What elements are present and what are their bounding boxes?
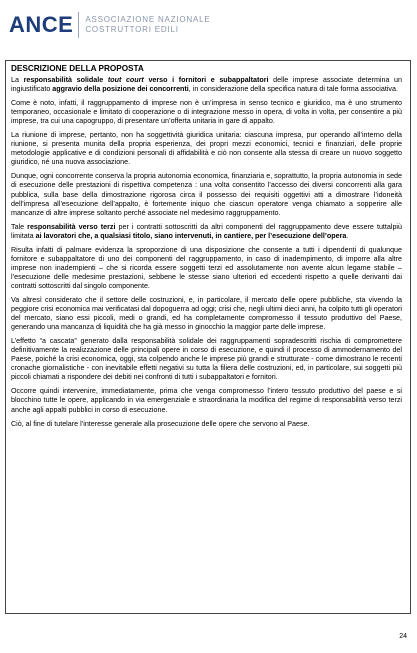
logo-subtitle xyxy=(85,15,210,35)
body-text: L’effetto “a cascata” generato dalla responsabilità solidale dei raggruppamenti sopradescritti rischia di compromettere definitivamente la realizzazione delle principali opere in corso di esecuzione, e quindi il processo di ammodernamento del Paese, poiché la crisi economica, oggi, sta colpendo anche le imprese più grandi e strutturate - come dimostrano le recenti cronache giornalistiche - con inevitabile effetti negativi su tutta la filiera delle costruzioni, ed, in particolare, sui soggetti più piccoli chiamati a rispondere dei debiti nei confronti di tutti i subappaltatori e fornitori. xyxy=(11,337,402,382)
logo-subtitle-line-2: COSTRUTTORI EDILI xyxy=(85,25,179,34)
paragraph xyxy=(11,337,402,382)
bold-text: responsabilità solidale xyxy=(23,76,108,84)
body-text: delle imprese associate determina un ingiustificato xyxy=(11,76,402,94)
page-number: 24 xyxy=(399,633,407,640)
bold-text: responsabilità verso terzi xyxy=(27,222,116,231)
paragraph xyxy=(11,99,402,126)
body-text: La xyxy=(11,76,24,84)
paragraph xyxy=(11,131,402,167)
paragraph xyxy=(11,387,402,414)
paragraph xyxy=(11,420,402,429)
body-text: Tale xyxy=(11,222,28,231)
body-text: . xyxy=(346,231,349,240)
logo-wordmark: ANCE xyxy=(9,12,74,37)
body-text: , in considerazione della specifica natura di tale forma associativa. xyxy=(188,85,398,94)
paragraph xyxy=(11,172,402,217)
body-text: Occorre quindi intervenire, immediatamente, prima che venga compromesso l’intero tessuto produttivo del paese e si blocchino tutte le opere, applicando in via emergenziale e straordinaria la modifica del regime di responsabilità verso terzi anche agli appalti pubblici in corso di esecuzione. xyxy=(11,387,402,414)
logo-divider xyxy=(78,12,79,38)
paragraph xyxy=(11,76,402,94)
paragraph xyxy=(11,246,402,291)
body-text: Come è noto, infatti, il raggruppamento di imprese non è un’impresa in senso tecnico e giuridico, ma è uno strumento temporaneo, occasionale e limitato di cooperazione o di integrazione messo in opera, di volta in volta, per consentire a più imprese, tra cui una capogruppo, di presentare un’offerta unitaria in gare di appalto. xyxy=(11,99,402,126)
body-text: La riunione di imprese, pertanto, non ha soggettività giuridica unitaria: ciascuna impresa, pur operando all’interno della riunione, si presenta munita della propria esperienza, dei propri mezzi economici, tecnici e finanziari, delle proprie metodologie applicative e di condizioni personali di affidabilità e ciò non consente alla stessa di creare un nuovo soggetto giuridico, né una nuova associazione. xyxy=(11,131,402,167)
body-text: Risulta infatti di palmare evidenza la sproporzione di una disposizione che consente a tutti i dipendenti di qualunque fornitore e subappaltatore di uno dei componenti del raggruppamento, in caso di inadempimento, di imporre alla altre imprese non inadempienti – che si ricorda essere soggetti terzi ed assolutamente non avente alcun legame stabile – l’esecuzione delle medesime prestazioni, sebbene le stesse siano ulteriori ed eccedenti rispetto a quelle derivanti dai contratti sottoscritti dal singolo componente. xyxy=(11,245,402,290)
body-text: Dunque, ogni concorrente conserva la propria autonomia economica, finanziaria e, soprattutto, la propria autonomia in sede di esecuzione delle prestazioni di rispettiva competenza : una volta consentito l’accesso dei diversi concorrenti alla gara pubblica, sulla base della dimostrazione rigorosa circa il possesso dei requisiti oggettivi atti a dimostrare l’idoneità dell’impresa all’esecuzione dell’appalto, è fortemente iniquo che ciascun operatore venga chiamato a sopperire alle mancanze di altre imprese soltanto perché associate nel medesimo raggruppamento. xyxy=(11,172,402,217)
proposal-box xyxy=(5,60,411,614)
bold-text: verso i fornitori e subappaltatori xyxy=(148,76,269,84)
bold-text: ai lavoratori che, a qualsiasi titolo, siano intervenuti, in cantiere, per l’esecuzione dell’opera xyxy=(35,231,347,240)
paragraph xyxy=(11,296,402,332)
proposal-body xyxy=(11,76,402,429)
body-text: per i contratti sottoscritti da altri componenti del raggruppamento deve essere tuttalpiù limitata xyxy=(11,222,402,240)
paragraph xyxy=(11,223,402,241)
logo-subtitle-line-1: ASSOCIAZIONE NAZIONALE xyxy=(85,15,211,24)
section-title: DESCRIZIONE DELLA PROPOSTA xyxy=(11,64,144,73)
body-text: Va altresì considerato che il settore delle costruzioni, e, in particolare, il mercato delle opere pubbliche, sta vivendo la peggiore crisi economica mai verificatasi dal dopoguerra ad oggi; crisi che, negli ultimi dieci anni, ha colpito tutti gli operatori del mercato, siano essi piccoli, medi o grandi, ed ha completamente compromesso il tessuto produttivo del Paese, generando una mancanza di liquidità che ha già messo in ginocchio la maggior parte delle imprese. xyxy=(11,295,402,332)
ance-logo xyxy=(9,11,211,39)
page-header xyxy=(0,0,417,60)
body-text: Ciò, al fine di tutelare l’interesse generale alla prosecuzione delle opere che servono al Paese. xyxy=(11,419,310,428)
bold-text: tout court xyxy=(107,76,149,84)
bold-text: aggravio della posizione dei concorrenti xyxy=(52,85,189,94)
